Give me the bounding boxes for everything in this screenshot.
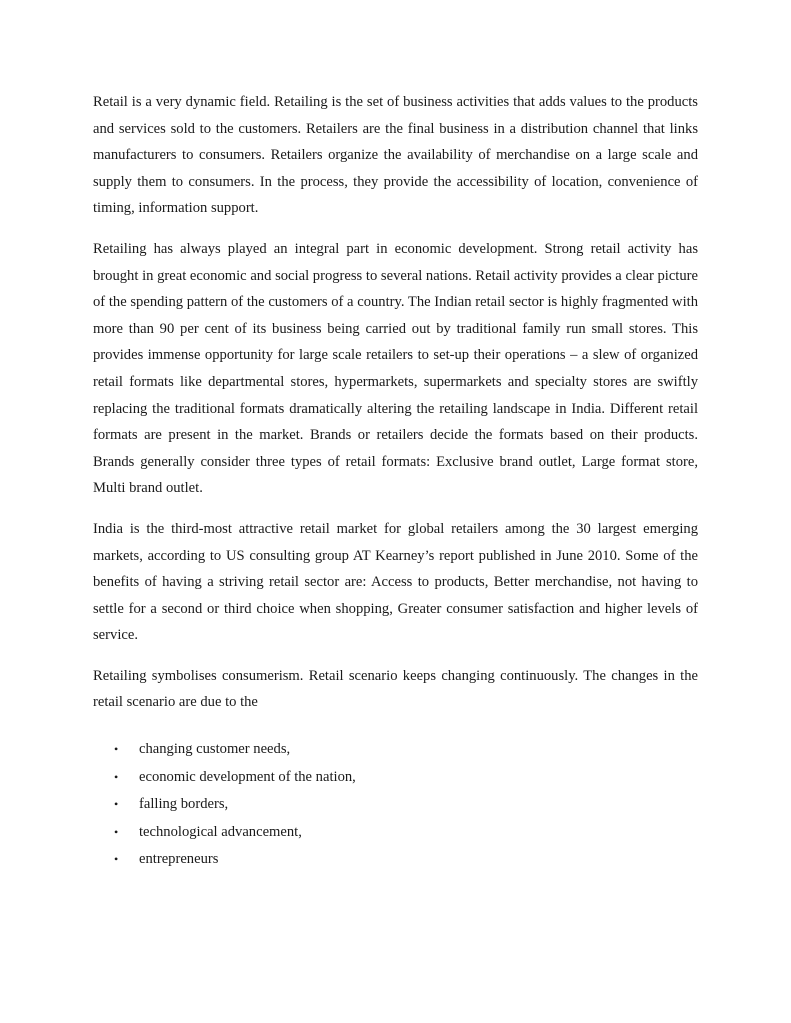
bullet-list [93,736,698,874]
document-body [93,89,698,874]
list-item [93,791,698,819]
list-item-text: technological advancement, [139,823,302,840]
list-item [93,736,698,764]
bullet-icon: • [114,797,119,812]
paragraph-economic-development: Retailing has always played an integral part in economic development. Strong retail activity has brought in great economic and social progress to several nations. Retail activity provides a clear picture of the spending pattern of the customers of a country. The Indian retail sector is highly fragmented with more than 90 per cent of its business being carried out by traditional family run small stores. This provides immense opportunity for large scale retailers to set-up their operations – a slew of organized retail formats like departmental stores, hypermarkets, supermarkets and specialty stores are swiftly replacing the traditional formats dramatically altering the retailing landscape in India. Different retail formats are present in the market. Brands or retailers decide the formats based on their products. Brands generally consider three types of retail formats: Exclusive brand outlet, Large format store, Multi brand outlet. [93,240,698,497]
bullet-icon: • [114,824,119,839]
bullet-icon: • [114,769,119,784]
list-item [93,846,698,874]
bullet-icon: • [114,742,119,757]
list-item-text: economic development of the nation, [139,768,356,785]
list-item-text: falling borders, [139,796,229,813]
paragraph-india-market: India is the third-most attractive retail market for global retailers among the 30 largest emerging markets, according to US consulting group AT Kearney’s report published in June 2010. Some of the benefits of having a striving retail sector are: Access to products, Better merchandise, not having to settle for a second or third choice when shopping, Greater consumer satisfaction and higher levels of service. [93,520,698,644]
list-item-text: changing customer needs, [139,741,291,758]
paragraph-consumerism: Retailing symbolises consumerism. Retail scenario keeps changing continuously. The changes in the retail scenario are due to the [93,667,698,711]
list-item-text: entrepreneurs [139,851,219,868]
list-item [93,764,698,792]
list-item [93,819,698,847]
paragraph-retail-definition: Retail is a very dynamic field. Retailing is the set of business activities that adds values to the products and services sold to the customers. Retailers are the final business in a distribution channel that links manufacturers to consumers. Retailers organize the availability of merchandise on a large scale and supply them to consumers. In the process, they provide the accessibility of location, convenience of timing, information support. [93,94,698,217]
bullet-icon: • [114,852,119,867]
